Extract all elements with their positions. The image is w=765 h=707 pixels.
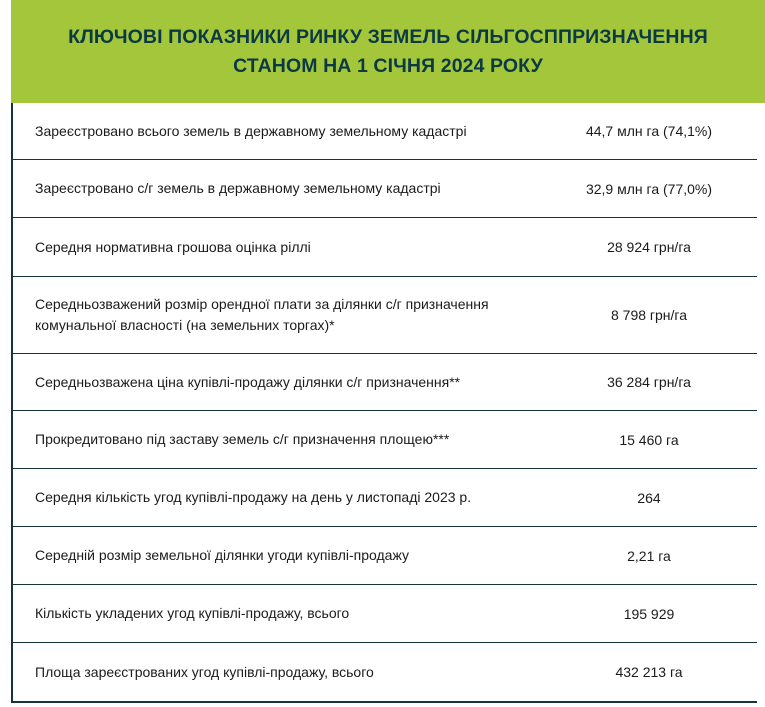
row-label: Кількість укладених угод купівлі-продажу, всього xyxy=(35,605,350,621)
row-value: 8 798 грн/га xyxy=(610,307,688,323)
row-label: Площа зареєстрованих угод купівлі-продажу, всього xyxy=(35,663,374,680)
table-row xyxy=(13,469,757,527)
row-value: 44,7 млн га (74,1%) xyxy=(585,123,713,139)
indicators-table-container xyxy=(11,0,765,703)
row-value: 32,9 млн га (77,0%) xyxy=(585,180,713,197)
table-row xyxy=(13,277,757,354)
row-label: Зареєстровано с/г земель в державному земельному кадастрі xyxy=(35,180,441,196)
table-row xyxy=(13,354,757,411)
row-label: Зареєстровано всього земель в державному земельному кадастрі xyxy=(35,122,467,139)
indicators-table xyxy=(11,103,757,703)
row-label: Прокредитовано під заставу земель с/г призначення площею*** xyxy=(35,431,450,447)
table-row xyxy=(13,160,757,218)
row-value: 264 xyxy=(637,489,661,506)
table-row xyxy=(13,218,757,277)
table-row xyxy=(13,411,757,469)
row-label: Середній розмір земельної ділянки угоди купівлі-продажу xyxy=(35,547,409,563)
title-line-2: СТАНОМ НА 1 СІЧНЯ 2024 РОКУ xyxy=(233,54,543,77)
row-value: 2,21 га xyxy=(627,547,671,564)
table-row xyxy=(13,103,757,160)
title-line-1: КЛЮЧОВІ ПОКАЗНИКИ РИНКУ ЗЕМЕЛЬ СІЛЬГОСППРИЗНАЧЕННЯ xyxy=(68,25,708,48)
row-value: 36 284 грн/га xyxy=(607,374,691,390)
row-label: Середньозважена ціна купівлі-продажу ділянки с/г призначення** xyxy=(35,373,461,390)
table-row xyxy=(13,585,757,643)
row-value: 432 213 га xyxy=(615,664,683,680)
table-row xyxy=(13,643,757,701)
row-label: Середня кількість угод купівлі-продажу на день у листопаді 2023 р. xyxy=(35,489,472,505)
row-value: 195 929 xyxy=(623,605,675,622)
table-row xyxy=(13,527,757,585)
row-value: 15 460 га xyxy=(619,431,679,448)
row-label: Середньозважений розмір орендної плати за ділянки с/г призначення комунальної власності (на земельних торгах)* xyxy=(35,296,489,333)
row-value: 28 924 грн/га xyxy=(607,239,691,255)
table-header xyxy=(11,0,765,103)
row-label: Середня нормативна грошова оцінка ріллі xyxy=(35,238,311,255)
